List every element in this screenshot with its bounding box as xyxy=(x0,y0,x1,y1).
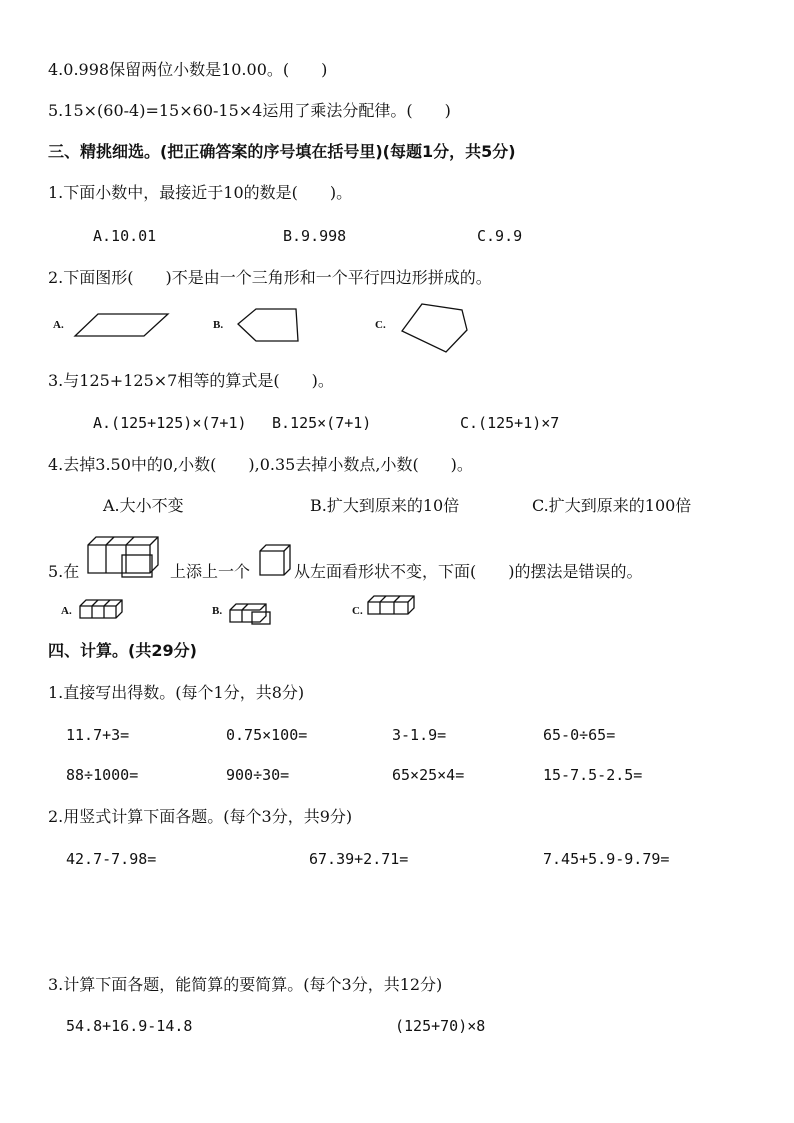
choice-q3-option-c: C.(125+1)×7 xyxy=(460,414,560,432)
choice-q5-stem-middle: 上添上一个 xyxy=(170,562,251,581)
choice-q1-option-c: C.9.9 xyxy=(477,227,523,245)
pentagon-shape-b xyxy=(237,307,301,343)
vertical-calc-item: 42.7-7.98= xyxy=(66,850,157,868)
shape-option-b-label: B. xyxy=(213,319,224,331)
choice-q1-stem: 1.下面小数中，最接近于10的数是( )。 xyxy=(48,183,353,202)
choice-q4-stem: 4.去掉3.50中的0,小数( ),0.35去掉小数点,小数( )。 xyxy=(48,455,473,474)
calc-q2-title: 2.用竖式计算下面各题。(每个3分，共9分) xyxy=(48,807,353,826)
section-4-heading: 四、计算。(共29分) xyxy=(48,641,197,660)
parallelogram-shape-a xyxy=(74,312,170,338)
oral-calc-item: 65-0÷65= xyxy=(543,726,616,744)
calc-q1-title: 1.直接写出得数。(每个1分，共8分) xyxy=(48,683,305,702)
choice-q3-option-b: B.125×(7+1) xyxy=(272,414,372,432)
cube-arrangement-figure xyxy=(86,535,166,579)
oral-calc-item: 0.75×100= xyxy=(226,726,308,744)
oral-calc-item: 3-1.9= xyxy=(392,726,447,744)
cube-option-a-label: A. xyxy=(61,605,72,617)
pentagon-shape-c xyxy=(398,302,470,356)
oral-calc-item: 11.7+3= xyxy=(66,726,130,744)
oral-calc-item: 900÷30= xyxy=(226,766,290,784)
judge-question-5: 5.15×(60-4)=15×60-15×4运用了乘法分配律。( ) xyxy=(48,101,451,120)
cube-option-b-figure xyxy=(228,600,274,626)
cube-option-a-figure xyxy=(78,598,126,620)
choice-q4-option-a: A.大小不变 xyxy=(103,496,184,515)
choice-q3-option-a: A.(125+125)×(7+1) xyxy=(93,414,247,432)
single-cube-figure xyxy=(258,543,294,577)
choice-q4-option-b: B.扩大到原来的10倍 xyxy=(310,496,460,515)
choice-q5-stem-end: 从左面看形状不变，下面( )的摆法是错误的。 xyxy=(294,562,643,581)
choice-q2-stem: 2.下面图形( )不是由一个三角形和一个平行四边形拼成的。 xyxy=(48,268,492,287)
section-3-heading: 三、精挑细选。(把正确答案的序号填在括号里)(每题1分，共5分) xyxy=(48,142,516,161)
choice-q5-stem-start: 5.在 xyxy=(48,562,80,581)
oral-calc-item: 65×25×4= xyxy=(392,766,465,784)
oral-calc-item: 15-7.5-2.5= xyxy=(543,766,643,784)
choice-q1-option-b: B.9.998 xyxy=(283,227,347,245)
judge-question-4: 4.0.998保留两位小数是10.00。( ) xyxy=(48,60,328,79)
oral-calc-item: 88÷1000= xyxy=(66,766,139,784)
cube-option-c-figure xyxy=(366,594,420,618)
simplify-calc-item: 54.8+16.9-14.8 xyxy=(66,1017,193,1035)
cube-option-c-label: C. xyxy=(352,605,363,617)
choice-q3-stem: 3.与125+125×7相等的算式是( )。 xyxy=(48,371,334,390)
vertical-calc-item: 7.45+5.9-9.79= xyxy=(543,850,670,868)
cube-option-b-label: B. xyxy=(212,605,223,617)
shape-option-a-label: A. xyxy=(53,319,64,331)
choice-q4-option-c: C.扩大到原来的100倍 xyxy=(532,496,692,515)
shape-option-c-label: C. xyxy=(375,319,386,331)
simplify-calc-item: (125+70)×8 xyxy=(395,1017,486,1035)
choice-q1-option-a: A.10.01 xyxy=(93,227,157,245)
calc-q3-title: 3.计算下面各题，能简算的要简算。(每个3分，共12分) xyxy=(48,975,443,994)
vertical-calc-item: 67.39+2.71= xyxy=(309,850,409,868)
